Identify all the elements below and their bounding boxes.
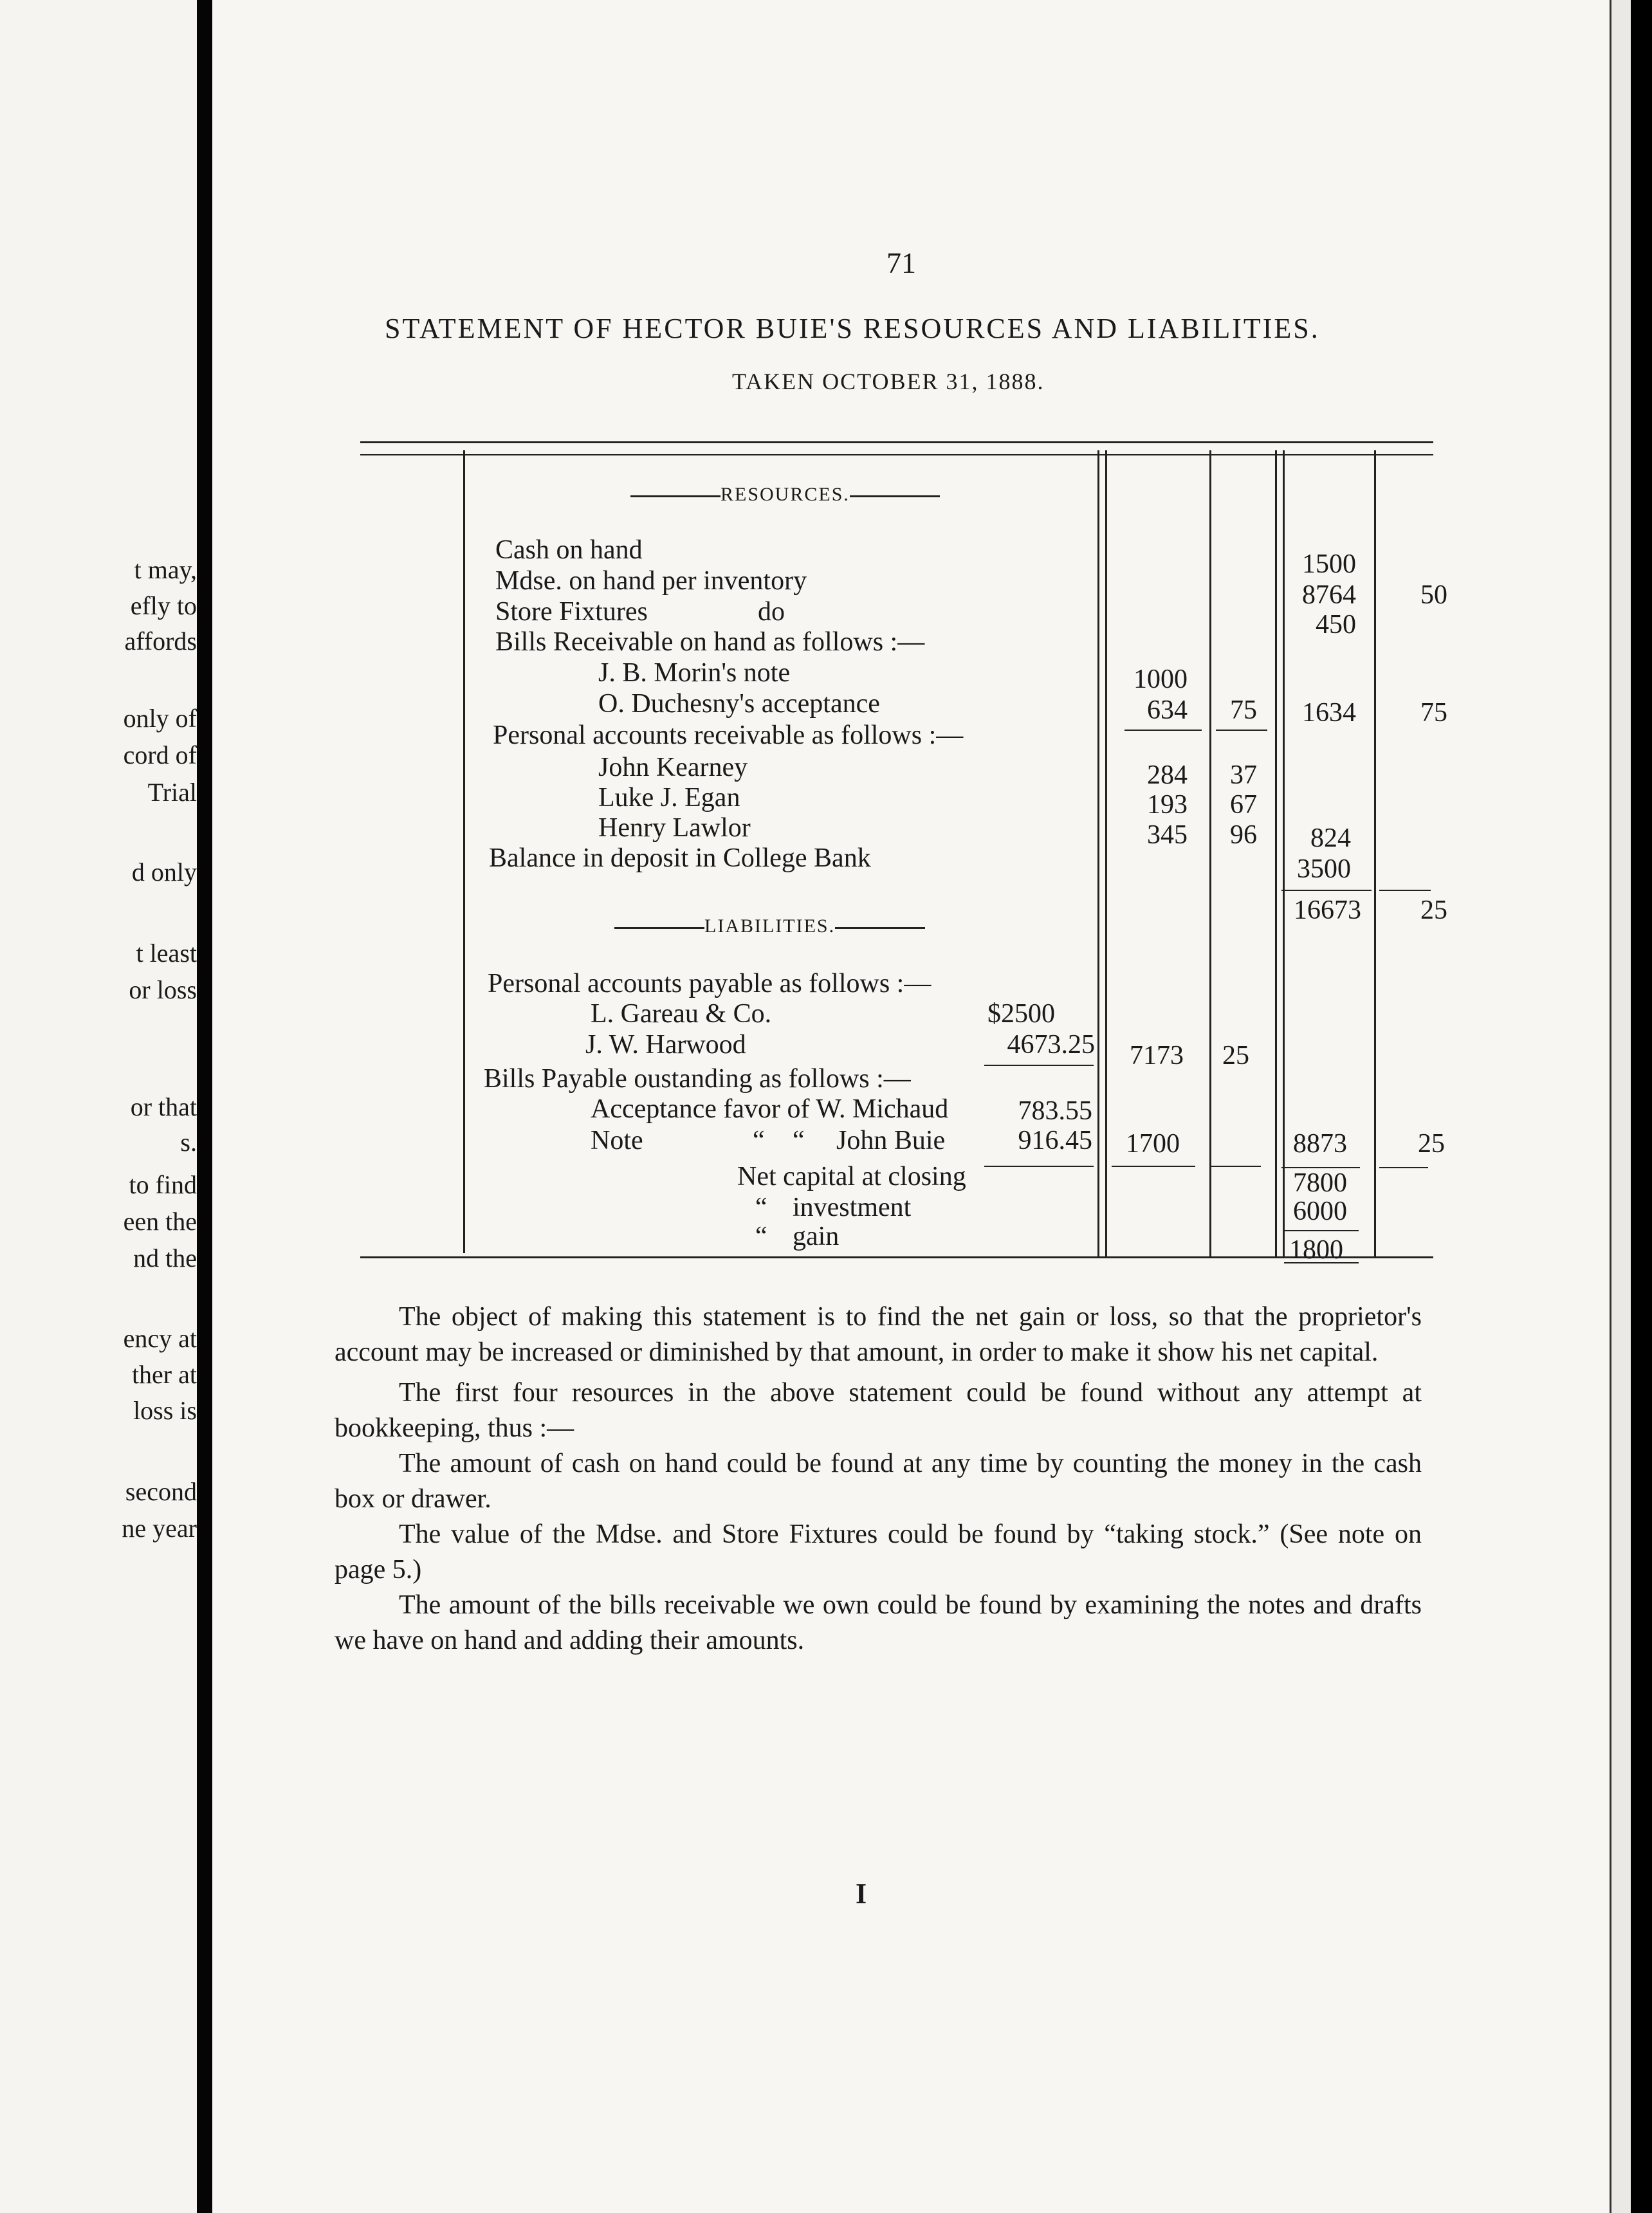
ditto-mark: “ [753,1126,765,1155]
signature-mark: I [856,1878,867,1909]
paragraph: The amount of the bills receivable we own could be found by examining the notes and drafts we have on hand and adding their amounts. [335,1590,1422,1655]
line-gareau: L. Gareau & Co. [591,999,772,1029]
ditto-mark: “ [793,1126,805,1155]
amount-kearney: 284 [1147,760,1188,790]
amount-kearney-cents: 37 [1230,760,1257,790]
line-mdse: Mdse. on hand per inventory [495,566,807,596]
amount-duchesny-cents: 75 [1230,695,1257,725]
left-line: Trial [147,778,197,807]
line-cash: Cash on hand [495,535,643,565]
line-fixtures: Store Fixtures [495,597,648,627]
amount-lawlor-cents: 96 [1230,820,1257,850]
line-bank: Balance in deposit in College Bank [489,843,871,873]
paragraph: The value of the Mdse. and Store Fixtures could be found by “taking stock.” (See note on page 5.) [335,1520,1422,1584]
subtotal-rule [1216,730,1267,731]
line-personal-receivable: Personal accounts receivable as follows :— [493,721,964,750]
line-egan: Luke J. Egan [598,783,740,813]
amount-mdse-cents: 50 [1420,580,1447,610]
amount-net-capital: 7800 [1293,1168,1347,1198]
amount-fixtures: 450 [1316,610,1356,639]
left-line: ency at [123,1324,197,1353]
left-line: cord of [123,740,197,769]
amount-bills-total: 1634 [1302,698,1356,728]
subtotal-rule [984,1065,1094,1066]
line-michaud: Acceptance favor of W. Michaud [591,1094,949,1124]
amount-morin: 1000 [1133,665,1188,694]
line-note: Note [591,1126,643,1155]
left-page-fragment [0,0,197,2213]
subtotal-rule [1124,730,1202,731]
table-top-rule-2 [360,454,1433,455]
book-gutter [197,0,212,2213]
amount-bills-payable: 1700 [1126,1129,1180,1159]
paragraph: The amount of cash on hand could be found at any time by counting the money in the cash box or drawer. [335,1449,1422,1514]
amount-duchesny: 634 [1147,695,1188,725]
column-rule [1275,450,1277,1258]
line-gain: gain [793,1222,840,1251]
body-text [335,1299,1422,1658]
line-fixtures-do: do [758,597,785,627]
left-line: t least [136,939,197,968]
left-line: s. [180,1128,197,1157]
amount-gareau: $2500 [987,999,1055,1029]
left-line: nd the [133,1244,197,1272]
amount-personal-total: 824 [1310,823,1351,853]
left-line: t may, [134,555,197,584]
line-net-capital: Net capital at closing [737,1162,966,1191]
page-subtitle: TAKEN OCTOBER 31, 1888. [732,369,1045,394]
left-line: affords [124,627,197,656]
page-edge [1610,0,1631,2213]
column-rule [1209,450,1211,1258]
paragraph: The object of making this statement is to find the net gain or loss, so that the proprietor's account may be increased or diminished by that amount, in order to make it show his net capital. [335,1302,1422,1367]
table-left-rule [463,450,465,1253]
subtotal-rule [1209,1166,1261,1167]
left-line: second [125,1477,197,1506]
table-top-rule [360,441,1433,443]
subtotal-rule [1284,1262,1359,1263]
paragraph: The first four resources in the above statement could be found without any attempt at bookkeeping, thus :— [335,1378,1422,1443]
amount-egan: 193 [1147,790,1188,820]
total-rule [1281,890,1372,891]
amount-gain: 1800 [1289,1235,1343,1265]
amount-investment: 6000 [1293,1197,1347,1226]
ditto-mark: “ [755,1193,767,1222]
line-investment: investment [793,1193,912,1222]
amount-resources-total-cents: 25 [1420,895,1447,925]
left-line: ne year [122,1514,197,1543]
amount-resources-total: 16673 [1294,895,1361,925]
amount-michaud: 783.55 [1018,1096,1092,1126]
table-bottom-rule [360,1256,1433,1258]
amount-bills-total-cents: 75 [1420,698,1447,728]
column-rule [1374,450,1376,1258]
amount-egan-cents: 67 [1230,790,1257,820]
subtotal-rule [1112,1166,1195,1167]
left-line: een the [123,1207,197,1236]
resources-heading: RESOURCES. [630,484,940,506]
amount-cash: 1500 [1302,549,1356,579]
amount-liabilities-total-cents: 25 [1418,1129,1445,1159]
amount-personal-payable-cents: 25 [1222,1041,1249,1070]
page-title: STATEMENT OF HECTOR BUIE'S RESOURCES AND LIABILITIES. [385,313,1320,344]
amount-harwood: 4673.25 [1007,1030,1095,1060]
ditto-mark: “ [755,1222,767,1251]
left-line: only of [123,704,197,733]
left-line: ther at [131,1360,197,1389]
amount-lawlor: 345 [1147,820,1188,850]
amount-bank: 3500 [1297,854,1351,884]
column-rule [1097,450,1099,1258]
line-kearney: John Kearney [598,753,748,782]
left-line: efly to [130,591,197,620]
amount-personal-payable: 7173 [1130,1041,1184,1070]
line-harwood: J. W. Harwood [585,1030,746,1060]
left-line: loss is [133,1396,197,1425]
subtotal-rule [1284,1230,1359,1231]
subtotal-rule [984,1166,1094,1167]
amount-buie: 916.45 [1018,1126,1092,1155]
line-lawlor: Henry Lawlor [598,813,751,843]
left-line: or that [130,1092,197,1121]
line-john-buie: John Buie [836,1126,946,1155]
line-duchesny: O. Duchesny's acceptance [598,689,880,719]
line-bills-payable: Bills Payable oustanding as follows :— [484,1064,911,1094]
left-line: d only [131,858,197,886]
line-morin: J. B. Morin's note [598,658,791,688]
amount-liabilities-total: 8873 [1293,1129,1347,1159]
page-number: 71 [886,246,916,279]
column-rule [1283,450,1285,1258]
column-rule [1105,450,1107,1258]
left-line: to find [129,1170,197,1199]
line-personal-payable: Personal accounts payable as follows :— [488,969,932,998]
liabilities-heading: LIABILITIES. [614,915,925,937]
line-bills-receivable: Bills Receivable on hand as follows :— [495,627,925,657]
total-rule [1379,890,1431,891]
left-line: or loss [129,975,197,1004]
amount-mdse: 8764 [1302,580,1356,610]
subtotal-rule [1379,1167,1428,1168]
